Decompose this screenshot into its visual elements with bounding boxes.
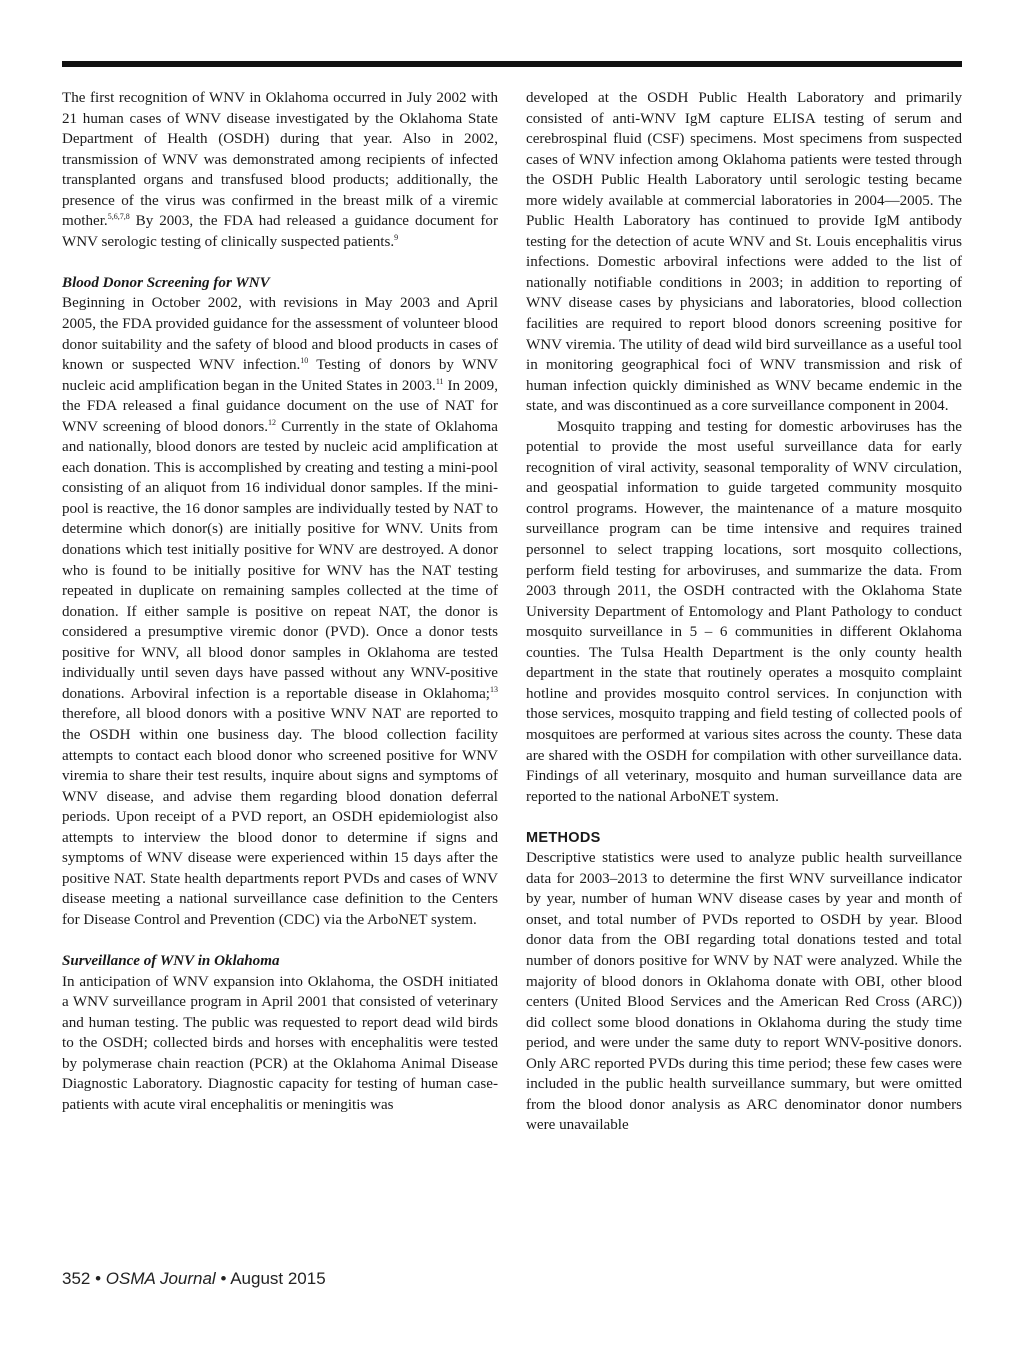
page-number: 352 <box>62 1269 91 1288</box>
paragraph: developed at the OSDH Public Health Laboratory and primarily consisted of anti-WNV IgM capture ELISA testing of serum and cerebrospinal fluid (CSF) specimens. Most specimens from suspected cases of WNV infection among Oklahoma patients were tested through the OSDH Public Health Laboratory until serologic testing became more widely available at commercial laboratories in 2004—2005. The Public Health Laboratory has continued to provide IgM antibody testing for the detection of acute WNV and St. Louis encephalitis virus infections. Domestic arboviral infections were added to the list of nationally notifiable conditions in 2003; in addition to reporting of WNV disease cases by physicians and laboratories, blood collection facilities are required to report blood donors screening positive for WNV viremia. The utility of dead wild bird surveillance as a useful tool in monitoring geographical foci of WNV transmission and risk of human infection quickly diminished as WNV became endemic in the state, and was discontinued as a core surveillance component in 2004. <box>526 90 962 415</box>
citation: 12 <box>268 417 276 427</box>
paragraph: In anticipation of WNV expansion into Oklahoma, the OSDH initiated a WNV surveillance program in April 2001 that consisted of veterinary and human testing. The public was requested to report dead wild birds to the OSDH; collected birds and horses with encephalitis were tested by polymerase chain reaction (PCR) at the Oklahoma Animal Disease Diagnostic Laboratory. Diagnostic capacity for testing of human case-patients with acute viral encephalitis or meningitis was <box>62 973 498 1113</box>
citation: 5,6,7,8 <box>107 212 130 222</box>
citation: 10 <box>300 356 309 366</box>
paragraph: Descriptive statistics were used to analyze public health surveillance data for 2003–2013 to determine the first WNV surveillance indicator by year, number of human WNV disease cases by year and month of onset, and total number of PVDs reported to OSDH by year. Blood donor data from the OBI regarding total donations tested and total number of donors positive for WNV by NAT were analyzed. While the majority of blood donors in Oklahoma donate with OBI, other blood centers (United Blood Services and the American Red Cross (ARC)) did collect some blood donations in Oklahoma during the study time period, and were under the same duty to report WNV-positive donors. Only ARC reported PVDs during this time period; these few cases were included in the public health surveillance summary, but were omitted from the blood donor analysis as ARC denominator donor numbers were unavailable <box>526 850 962 1134</box>
paragraph: Beginning in October 2002, with revisions in May 2003 and April 2005, the FDA provided guidance for the assessment of volunteer blood donor suitability and the safety of blood and blood products in cases of known or suspected WNV infection.$^{10}$ Testing of donors by WNV nucleic acid amplification began in the United States in 2003.11 In 2009, the FDA released a final guidance document on the use of NAT for WNV screening of blood donors.$^{12}$ Currently in the state of Oklahoma and nationally, blood donors are tested by nucleic acid amplification at each donation. This is accomplished by creating and testing a mini-pool consisting of an aliquot from 16 individual donor samples. If the mini-pool is reactive, the 16 donor samples are individually tested by NAT to determine which donor(s) are initially positive for WNV. Units from donations which test initially positive for WNV are destroyed. A donor who is found to be initially positive for WNV has the NAT testing repeated in duplicate on remaining samples collected at the time of donation. If either sample is positive on repeat NAT, the donor is considered a presumptive viremic donor (PVD). Once a donor tests positive for WNV, all blood donor samples in Oklahoma are tested individually until seven days have passed without any WNV-positive donations. Arboviral infection is a reportable disease in Oklahoma;$^{13}$ therefore, all blood donors with a positive WNV NAT are reported to the OSDH within one business day. The blood collection facility attempts to contact each blood donor who screened positive for WNV viremia to share their test results, inquire about signs and symptoms of WNV disease, and advise them regarding blood donation deferral periods. Upon receipt of a PVD report, an OSDH epidemiologist also attempts to interview the blood donor to determine if signs and symptoms of WNV disease were experienced within 15 days after the positive NAT. State health departments report PVDs and cases of WNV disease meeting a national surveillance case definition to the Centers for Disease Control and Prevention (CDC) via the ArboNET system. <box>62 295 498 928</box>
page-footer: 352 • OSMA Journal • August 2015 <box>62 1269 326 1288</box>
top-rule <box>62 61 962 67</box>
citation: 9 <box>394 232 399 242</box>
issue-date: August 2015 <box>230 1269 326 1288</box>
journal-name: OSMA Journal <box>105 1269 216 1288</box>
left-column <box>62 88 498 1115</box>
citation: 11 <box>435 376 444 386</box>
section-heading: Surveillance of WNV in Oklahoma <box>62 952 280 969</box>
paragraph: The first recognition of WNV in Oklahoma occurred in July 2002 with 21 human cases of WNV disease investigated by the Oklahoma State Department of Health (OSDH) during that year. Also in 2002, transmission of WNV was demonstrated among recipients of infected transplanted organs and transfused blood products; additionally, the presence of the virus was confirmed in the breast milk of a viremic mother.$^{5,6,7,8}$ By 2003, the FDA had released a guidance document for WNV serologic testing of clinically suspected patients.$^9$ <box>62 90 498 250</box>
methods-heading: METHODS <box>526 829 601 846</box>
citation: 13 <box>490 684 498 694</box>
section-heading: Blood Donor Screening for WNV <box>62 274 270 291</box>
paragraph: Mosquito trapping and testing for domestic arboviruses has the potential to provide the most useful surveillance data for early recognition of viral activity, seasonal temporality of WNV circulation, and geospatial information to guide targeted community mosquito control programs. However, the maintenance of a mature mosquito surveillance program can be time intensive and requires trained personnel to select trapping locations, sort mosquito collections, perform field testing for arboviruses, and summarize the data. From 2003 through 2011, the OSDH contracted with the Oklahoma State University Department of Entomology and Plant Pathology to conduct mosquito surveillance in 5 – 6 communities in different Oklahoma counties. The Tulsa Health Department is the only county health department in the state that routinely operates a mosquito complaint hotline and provides mosquito control services. In conjunction with those services, mosquito trapping and field testing of collected pools of mosquitoes are performed at various sites across the county. These data are shared with the OSDH for compilation with other surveillance data. Findings of all veterinary, mosquito and human surveillance data are reported to the national ArboNET system. <box>526 418 962 805</box>
right-column <box>526 88 962 1136</box>
